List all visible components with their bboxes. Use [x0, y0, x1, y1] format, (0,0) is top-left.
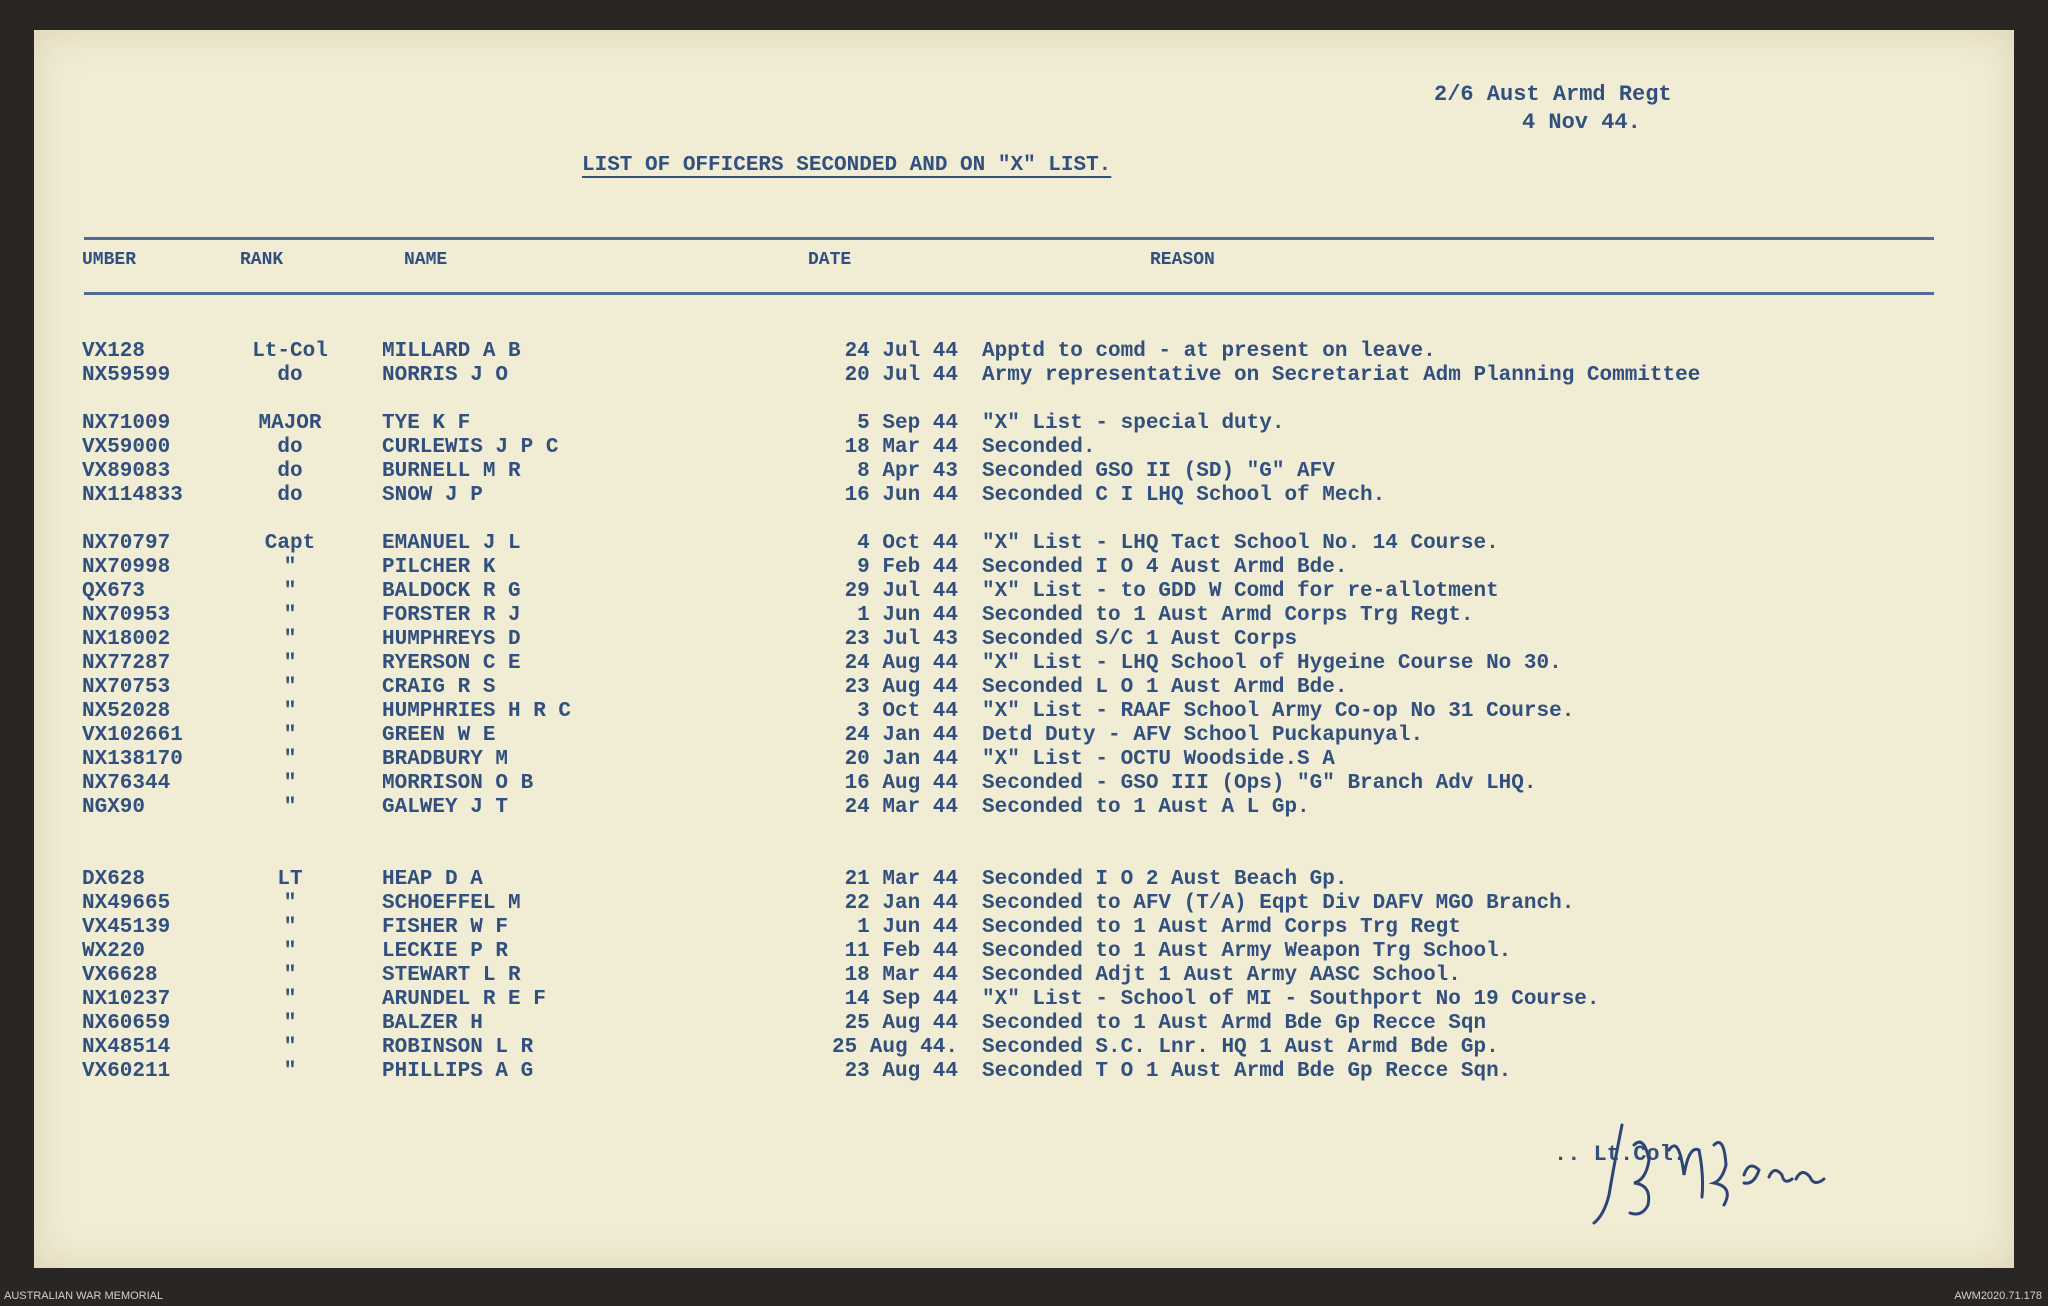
officer-number: NX49665 [82, 892, 171, 915]
officer-name: SCHOEFFEL M [382, 892, 521, 915]
officer-rank: do [277, 460, 303, 483]
officer-name: HEAP D A [382, 868, 483, 891]
secondment-reason: Seconded T O 1 Aust Armd Bde Gp Recce Sqn. [982, 1060, 1512, 1083]
column-header-rank: RANK [240, 250, 284, 270]
secondment-reason: Seconded C I LHQ School of Mech. [982, 484, 1386, 507]
secondment-date: 21 Mar 44 [844, 868, 958, 891]
officer-name: NORRIS J O [382, 364, 509, 387]
secondment-reason: Seconded to 1 Aust Army Weapon Trg School. [982, 940, 1512, 963]
list-item [34, 412, 2014, 437]
officer-name: STEWART L R [382, 964, 521, 987]
officer-number: NX77287 [82, 652, 171, 675]
officer-number: NX48514 [82, 1036, 171, 1059]
list-item [34, 700, 2014, 725]
document-date: 4 Nov 44. [1522, 110, 1641, 135]
list-item [34, 1060, 2014, 1085]
officer-name: BRADBURY M [382, 748, 509, 771]
secondment-reason: Seconded to 1 Aust Armd Corps Trg Regt [982, 916, 1461, 939]
officer-rank: " [283, 1012, 297, 1035]
secondment-date: 8 Apr 43 [857, 460, 958, 483]
secondment-date: 25 Aug 44. [831, 1036, 958, 1059]
secondment-reason: Seconded GSO II (SD) "G" AFV [982, 460, 1335, 483]
officer-name: ROBINSON L R [382, 1036, 534, 1059]
officer-rank: " [283, 676, 297, 699]
officer-rank: " [283, 796, 297, 819]
list-item [34, 340, 2014, 365]
list-item [34, 916, 2014, 941]
officer-name: LECKIE P R [382, 940, 509, 963]
archive-credit: AUSTRALIAN WAR MEMORIAL [4, 1290, 164, 1302]
secondment-date: 18 Mar 44 [844, 964, 958, 987]
secondment-date: 23 Jul 43 [844, 628, 958, 651]
secondment-reason: Seconded I O 4 Aust Armd Bde. [982, 556, 1348, 579]
officer-rank: " [283, 604, 297, 627]
officer-number: VX45139 [82, 916, 171, 939]
officer-rank: do [277, 364, 303, 387]
officer-number: NX18002 [82, 628, 171, 651]
secondment-reason: Seconded S/C 1 Aust Corps [982, 628, 1298, 651]
officer-name: GREEN W E [382, 724, 496, 747]
secondment-date: 16 Aug 44 [844, 772, 958, 795]
officer-number: DX628 [82, 868, 146, 891]
list-item [34, 940, 2014, 965]
column-header-date: DATE [808, 250, 852, 270]
officer-rank: " [283, 1036, 297, 1059]
secondment-date: 24 Jul 44 [844, 340, 958, 363]
archive-reference: AWM2020.71.178 [1954, 1290, 2042, 1302]
secondment-reason: Seconded to AFV (T/A) Eqpt Div DAFV MGO Branch. [982, 892, 1575, 915]
officer-number: VX59000 [82, 436, 171, 459]
officer-name: PHILLIPS A G [382, 1060, 534, 1083]
list-item [34, 556, 2014, 581]
officer-number: VX102661 [82, 724, 183, 747]
officer-number: NX70797 [82, 532, 171, 555]
officer-rank: do [277, 436, 303, 459]
officer-number: NX70998 [82, 556, 171, 579]
secondment-date: 24 Mar 44 [844, 796, 958, 819]
column-header-reason: REASON [1150, 250, 1215, 270]
secondment-date: 11 Feb 44 [844, 940, 958, 963]
secondment-reason: Seconded. [982, 436, 1096, 459]
secondment-date: 18 Mar 44 [844, 436, 958, 459]
officer-number: NX60659 [82, 1012, 171, 1035]
officer-name: TYE K F [382, 412, 471, 435]
list-item [34, 604, 2014, 629]
secondment-reason: "X" List - RAAF School Army Co-op No 31 Course. [982, 700, 1575, 723]
secondment-reason: Detd Duty - AFV School Puckapunyal. [982, 724, 1424, 747]
officer-name: EMANUEL J L [382, 532, 521, 555]
officer-number: VX89083 [82, 460, 171, 483]
officer-rank: " [283, 580, 297, 603]
officer-name: PILCHER K [382, 556, 496, 579]
list-item [34, 364, 2014, 389]
officer-number: NX114833 [82, 484, 183, 507]
officer-rank: " [283, 988, 297, 1011]
officer-name: RYERSON C E [382, 652, 521, 675]
officer-number: NX59599 [82, 364, 171, 387]
secondment-reason: Seconded to 1 Aust A L Gp. [982, 796, 1310, 819]
secondment-reason: Seconded - GSO III (Ops) "G" Branch Adv LHQ. [982, 772, 1537, 795]
header-rule-top [84, 237, 1934, 240]
secondment-date: 16 Jun 44 [844, 484, 958, 507]
officer-rank: " [283, 772, 297, 795]
officer-rank: " [283, 652, 297, 675]
officer-number: NX52028 [82, 700, 171, 723]
secondment-reason: Seconded I O 2 Aust Beach Gp. [982, 868, 1348, 891]
officer-rank: " [283, 556, 297, 579]
officer-name: BALDOCK R G [382, 580, 521, 603]
signature-line: .. Lt.Col. [1554, 1142, 1687, 1167]
secondment-reason: Army representative on Secretariat Adm Planning Committee [982, 364, 1701, 387]
list-item [34, 484, 2014, 509]
column-header-number: UMBER [82, 250, 137, 270]
officer-name: ARUNDEL R E F [382, 988, 546, 1011]
secondment-date: 24 Jan 44 [844, 724, 958, 747]
officer-number: NX10237 [82, 988, 171, 1011]
officer-number: VX128 [82, 340, 146, 363]
officer-rank: " [283, 916, 297, 939]
officer-rank: " [283, 700, 297, 723]
officer-rank: " [283, 748, 297, 771]
secondment-reason: "X" List - LHQ School of Hygeine Course No 30. [982, 652, 1562, 675]
secondment-date: 20 Jan 44 [844, 748, 958, 771]
officer-number: WX220 [82, 940, 146, 963]
secondment-reason: "X" List - OCTU Woodside.S A [982, 748, 1335, 771]
list-item [34, 532, 2014, 557]
officer-rank: MAJOR [258, 412, 322, 435]
officer-rank: LT [277, 868, 303, 891]
officer-name: BURNELL M R [382, 460, 521, 483]
secondment-date: 23 Aug 44 [844, 676, 958, 699]
list-item [34, 892, 2014, 917]
secondment-date: 5 Sep 44 [857, 412, 958, 435]
handwritten-signature [1574, 1105, 1874, 1235]
secondment-reason: Seconded Adjt 1 Aust Army AASC School. [982, 964, 1461, 987]
secondment-date: 1 Jun 44 [857, 916, 958, 939]
officer-rank: " [283, 964, 297, 987]
secondment-reason: Seconded S.C. Lnr. HQ 1 Aust Armd Bde Gp. [982, 1036, 1499, 1059]
officer-name: FORSTER R J [382, 604, 521, 627]
list-item [34, 868, 2014, 893]
secondment-date: 29 Jul 44 [844, 580, 958, 603]
column-header-name: NAME [404, 250, 448, 270]
officer-name: CRAIG R S [382, 676, 496, 699]
officer-name: BALZER H [382, 1012, 483, 1035]
header-rule-bottom [84, 292, 1934, 295]
secondment-reason: "X" List - School of MI - Southport No 19 Course. [982, 988, 1600, 1011]
secondment-date: 22 Jan 44 [844, 892, 958, 915]
officer-rank: " [283, 892, 297, 915]
list-item [34, 580, 2014, 605]
list-item [34, 460, 2014, 485]
list-item [34, 724, 2014, 749]
unit-heading: 2/6 Aust Armd Regt [1434, 82, 1672, 107]
list-item [34, 988, 2014, 1013]
officer-number: NX70753 [82, 676, 171, 699]
secondment-date: 24 Aug 44 [844, 652, 958, 675]
secondment-reason: Seconded L O 1 Aust Armd Bde. [982, 676, 1348, 699]
document-title: LIST OF OFFICERS SECONDED AND ON "X" LIST. [582, 154, 1112, 177]
officer-name: MILLARD A B [382, 340, 521, 363]
secondment-date: 4 Oct 44 [857, 532, 958, 555]
officer-name: HUMPHREYS D [382, 628, 521, 651]
officer-rank: do [277, 484, 303, 507]
officer-rank: Lt-Col [252, 340, 328, 363]
officer-name: CURLEWIS J P C [382, 436, 559, 459]
officer-number: NGX90 [82, 796, 146, 819]
officer-name: GALWEY J T [382, 796, 509, 819]
officer-number: NX76344 [82, 772, 171, 795]
secondment-reason: Seconded to 1 Aust Armd Bde Gp Recce Sqn [982, 1012, 1487, 1035]
officer-rank: " [283, 628, 297, 651]
list-item [34, 796, 2014, 821]
officer-name: MORRISON O B [382, 772, 534, 795]
officer-number: NX70953 [82, 604, 171, 627]
list-item [34, 1036, 2014, 1061]
officer-number: NX71009 [82, 412, 171, 435]
secondment-reason: "X" List - LHQ Tact School No. 14 Course. [982, 532, 1499, 555]
list-item [34, 436, 2014, 461]
officer-number: VX60211 [82, 1060, 171, 1083]
secondment-reason: Seconded to 1 Aust Armd Corps Trg Regt. [982, 604, 1474, 627]
list-item [34, 964, 2014, 989]
officer-rank: " [283, 940, 297, 963]
secondment-reason: "X" List - special duty. [982, 412, 1285, 435]
list-item [34, 748, 2014, 773]
secondment-date: 23 Aug 44 [844, 1060, 958, 1083]
secondment-date: 3 Oct 44 [857, 700, 958, 723]
secondment-reason: "X" List - to GDD W Comd for re-allotment [982, 580, 1499, 603]
secondment-reason: Apptd to comd - at present on leave. [982, 340, 1436, 363]
secondment-date: 9 Feb 44 [857, 556, 958, 579]
officer-number: QX673 [82, 580, 146, 603]
secondment-date: 25 Aug 44 [844, 1012, 958, 1035]
officer-rank: Capt [264, 532, 316, 555]
officer-name: FISHER W F [382, 916, 509, 939]
officer-number: NX138170 [82, 748, 183, 771]
list-item [34, 1012, 2014, 1037]
secondment-date: 1 Jun 44 [857, 604, 958, 627]
officer-rank: " [283, 1060, 297, 1083]
document-page [34, 30, 2014, 1268]
officer-rank: " [283, 724, 297, 747]
list-item [34, 628, 2014, 653]
officer-name: SNOW J P [382, 484, 483, 507]
list-item [34, 652, 2014, 677]
officer-number: VX6628 [82, 964, 158, 987]
list-item [34, 676, 2014, 701]
secondment-date: 20 Jul 44 [844, 364, 958, 387]
secondment-date: 14 Sep 44 [844, 988, 958, 1011]
officer-name: HUMPHRIES H R C [382, 700, 572, 723]
list-item [34, 772, 2014, 797]
